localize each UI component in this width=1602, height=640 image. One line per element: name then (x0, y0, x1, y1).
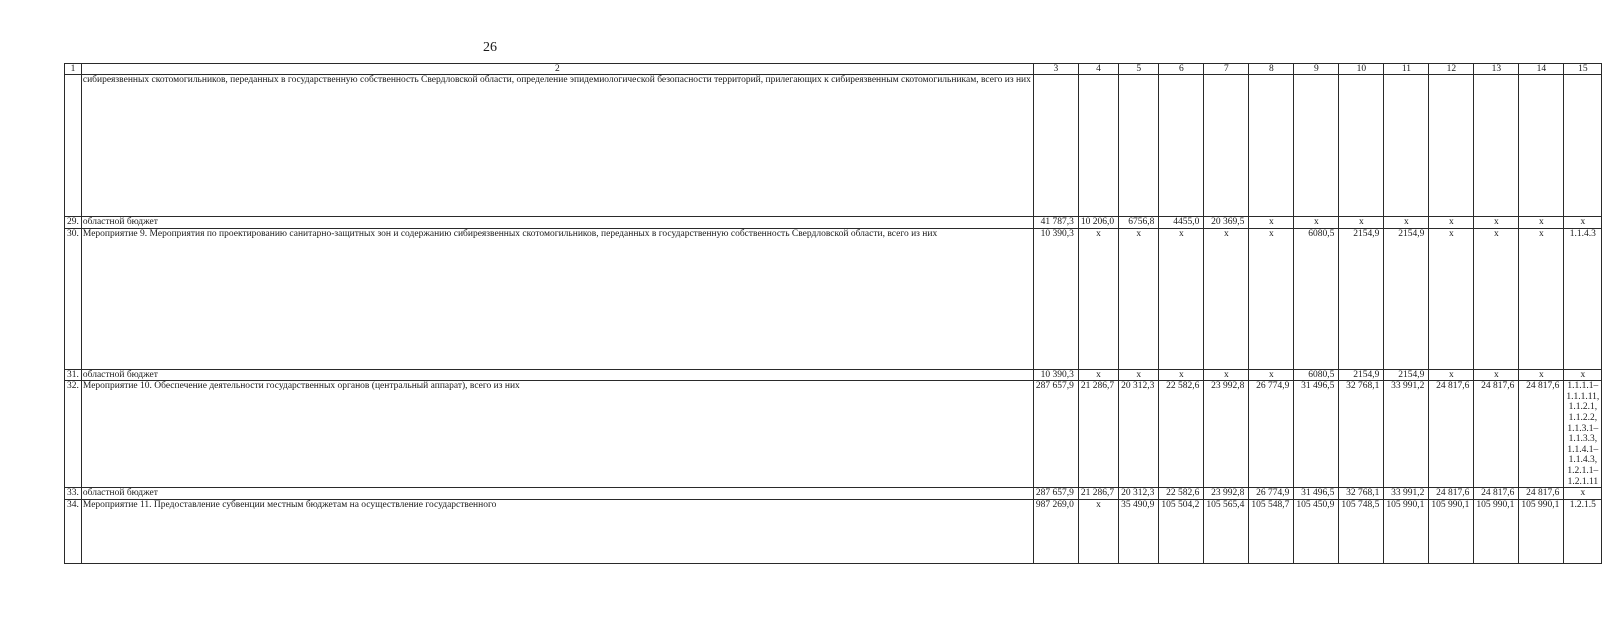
table-cell: 2154,9 (1339, 228, 1384, 369)
table-cell: 24 817,6 (1474, 488, 1519, 500)
table-cell: 20 312,3 (1119, 488, 1159, 500)
table-cell: 23 992,8 (1204, 488, 1249, 500)
description-cell: областной бюджет (81, 369, 1033, 381)
table-cell: х (1564, 217, 1602, 229)
table-cell (1033, 75, 1078, 217)
table-cell: х (1159, 369, 1204, 381)
table-cell: х (1119, 228, 1159, 369)
table-cell: 32 768,1 (1339, 381, 1384, 488)
table-cell: 2154,9 (1384, 228, 1429, 369)
table-cell: 287 657,9 (1033, 381, 1078, 488)
table-cell: х (1159, 228, 1204, 369)
row-number-cell: 33. (65, 488, 82, 500)
column-header: 9 (1294, 64, 1339, 75)
column-header: 5 (1119, 64, 1159, 75)
table-cell: 1.2.1.5 (1564, 499, 1602, 563)
table-cell: х (1294, 217, 1339, 229)
row-number-cell: 29. (65, 217, 82, 229)
table-cell: 6080,5 (1294, 369, 1339, 381)
description-cell: областной бюджет (81, 488, 1033, 500)
table-cell (1078, 75, 1118, 217)
table-cell: 33 991,2 (1384, 488, 1429, 500)
table-cell: 105 548,7 (1249, 499, 1294, 563)
table-cell: 105 990,1 (1474, 499, 1519, 563)
table-cell: 10 390,3 (1033, 228, 1078, 369)
table-cell: х (1474, 217, 1519, 229)
table-row (65, 75, 1602, 217)
table-cell: х (1519, 217, 1564, 229)
table-cell: 105 504,2 (1159, 499, 1204, 563)
table-cell: х (1429, 228, 1474, 369)
table-cell: 21 286,7 (1078, 488, 1118, 500)
table-row (65, 228, 1602, 369)
table-cell: х (1249, 369, 1294, 381)
table-cell: 22 582,6 (1159, 381, 1204, 488)
table-cell: 1.1.1.1– 1.1.1.11, 1.1.2.1, 1.1.2.2, 1.1.3.1– 1.1.3.3, 1.1.4.1– 1.1.4.3, 1.2.1.1– 1.2.1.11 (1564, 381, 1602, 488)
column-header: 4 (1078, 64, 1118, 75)
table-cell: х (1249, 228, 1294, 369)
table-cell: х (1429, 369, 1474, 381)
table-row (65, 381, 1602, 488)
table-row (65, 499, 1602, 563)
table-cell: х (1519, 369, 1564, 381)
table-cell: 31 496,5 (1294, 381, 1339, 488)
row-number-cell: 31. (65, 369, 82, 381)
table-cell: 105 565,4 (1204, 499, 1249, 563)
description-cell: областной бюджет (81, 217, 1033, 229)
column-header: 10 (1339, 64, 1384, 75)
table-cell (1474, 75, 1519, 217)
table-cell: 1.1.4.3 (1564, 228, 1602, 369)
table-cell: х (1564, 488, 1602, 500)
table-cell: х (1119, 369, 1159, 381)
table-cell: х (1204, 369, 1249, 381)
column-header: 2 (81, 64, 1033, 75)
table-cell: 4455,0 (1159, 217, 1204, 229)
table-header-row (65, 64, 1602, 75)
table-cell: 2154,9 (1339, 369, 1384, 381)
table-cell: 24 817,6 (1429, 488, 1474, 500)
description-cell: Мероприятие 9. Мероприятия по проектированию санитарно-защитных зон и содержанию сибиреязвенных скотомогильников, переданных в государственную собственность Свердловской области, всего из них (81, 228, 1033, 369)
column-header: 8 (1249, 64, 1294, 75)
table-cell: 21 286,7 (1078, 381, 1118, 488)
column-header: 6 (1159, 64, 1204, 75)
column-header: 14 (1519, 64, 1564, 75)
table-row (65, 369, 1602, 381)
table-cell (1249, 75, 1294, 217)
table-cell (1294, 75, 1339, 217)
table-row (65, 217, 1602, 229)
table-cell: 31 496,5 (1294, 488, 1339, 500)
table-cell: 987 269,0 (1033, 499, 1078, 563)
table-cell: 22 582,6 (1159, 488, 1204, 500)
table-cell (1519, 75, 1564, 217)
column-header: 15 (1564, 64, 1602, 75)
description-cell: сибиреязвенных скотомогильников, переданных в государственную собственность Свердловской области, определение эпидемиологической безопасности территорий, прилегающих к сибиреязвенным скотомогильникам, всего из них (81, 75, 1033, 217)
table-cell: 24 817,6 (1429, 381, 1474, 488)
row-number-cell: 32. (65, 381, 82, 488)
table-cell: х (1519, 228, 1564, 369)
table-cell (1339, 75, 1384, 217)
table-cell (1384, 75, 1429, 217)
table-cell: 105 748,5 (1339, 499, 1384, 563)
table-cell: 105 990,1 (1384, 499, 1429, 563)
table-cell: 105 990,1 (1429, 499, 1474, 563)
description-cell: Мероприятие 10. Обеспечение деятельности государственных органов (центральный аппарат), всего из них (81, 381, 1033, 488)
table-cell: х (1339, 217, 1384, 229)
table-cell: 23 992,8 (1204, 381, 1249, 488)
table-cell: 6080,5 (1294, 228, 1339, 369)
table-cell: х (1249, 217, 1294, 229)
table-cell: 41 787,3 (1033, 217, 1078, 229)
table-cell: х (1564, 369, 1602, 381)
table-cell (1204, 75, 1249, 217)
table-cell (1159, 75, 1204, 217)
table-cell: 10 390,3 (1033, 369, 1078, 381)
page-number: 26 (483, 40, 497, 55)
table-cell (1564, 75, 1602, 217)
row-number-cell: 34. (65, 499, 82, 563)
table-cell: х (1078, 369, 1118, 381)
table-cell: 105 990,1 (1519, 499, 1564, 563)
table-cell: х (1474, 228, 1519, 369)
table-cell: х (1078, 499, 1118, 563)
table-cell: х (1078, 228, 1118, 369)
table-cell: 2154,9 (1384, 369, 1429, 381)
table-cell: 6756,8 (1119, 217, 1159, 229)
table-cell: 20 312,3 (1119, 381, 1159, 488)
table-cell: 287 657,9 (1033, 488, 1078, 500)
description-cell: Мероприятие 11. Предоставление субвенции местным бюджетам на осуществление государственного (81, 499, 1033, 563)
column-header: 3 (1033, 64, 1078, 75)
column-header: 7 (1204, 64, 1249, 75)
table-cell: 24 817,6 (1474, 381, 1519, 488)
table-cell: 10 206,0 (1078, 217, 1118, 229)
table-cell: х (1384, 217, 1429, 229)
column-header: 13 (1474, 64, 1519, 75)
table-row (65, 488, 1602, 500)
table-cell: 24 817,6 (1519, 381, 1564, 488)
table-cell (1119, 75, 1159, 217)
table-cell: 26 774,9 (1249, 488, 1294, 500)
table-cell: 32 768,1 (1339, 488, 1384, 500)
table-cell: 35 490,9 (1119, 499, 1159, 563)
table-cell: х (1429, 217, 1474, 229)
row-number-cell (65, 75, 82, 217)
table-cell: 33 991,2 (1384, 381, 1429, 488)
table-cell: х (1474, 369, 1519, 381)
table-cell: 24 817,6 (1519, 488, 1564, 500)
column-header: 11 (1384, 64, 1429, 75)
row-number-cell: 30. (65, 228, 82, 369)
budget-table (64, 63, 1602, 564)
table-cell: 20 369,5 (1204, 217, 1249, 229)
table-cell: х (1204, 228, 1249, 369)
table-cell: 26 774,9 (1249, 381, 1294, 488)
column-header: 12 (1429, 64, 1474, 75)
table-cell: 105 450,9 (1294, 499, 1339, 563)
column-header: 1 (65, 64, 82, 75)
table-cell (1429, 75, 1474, 217)
